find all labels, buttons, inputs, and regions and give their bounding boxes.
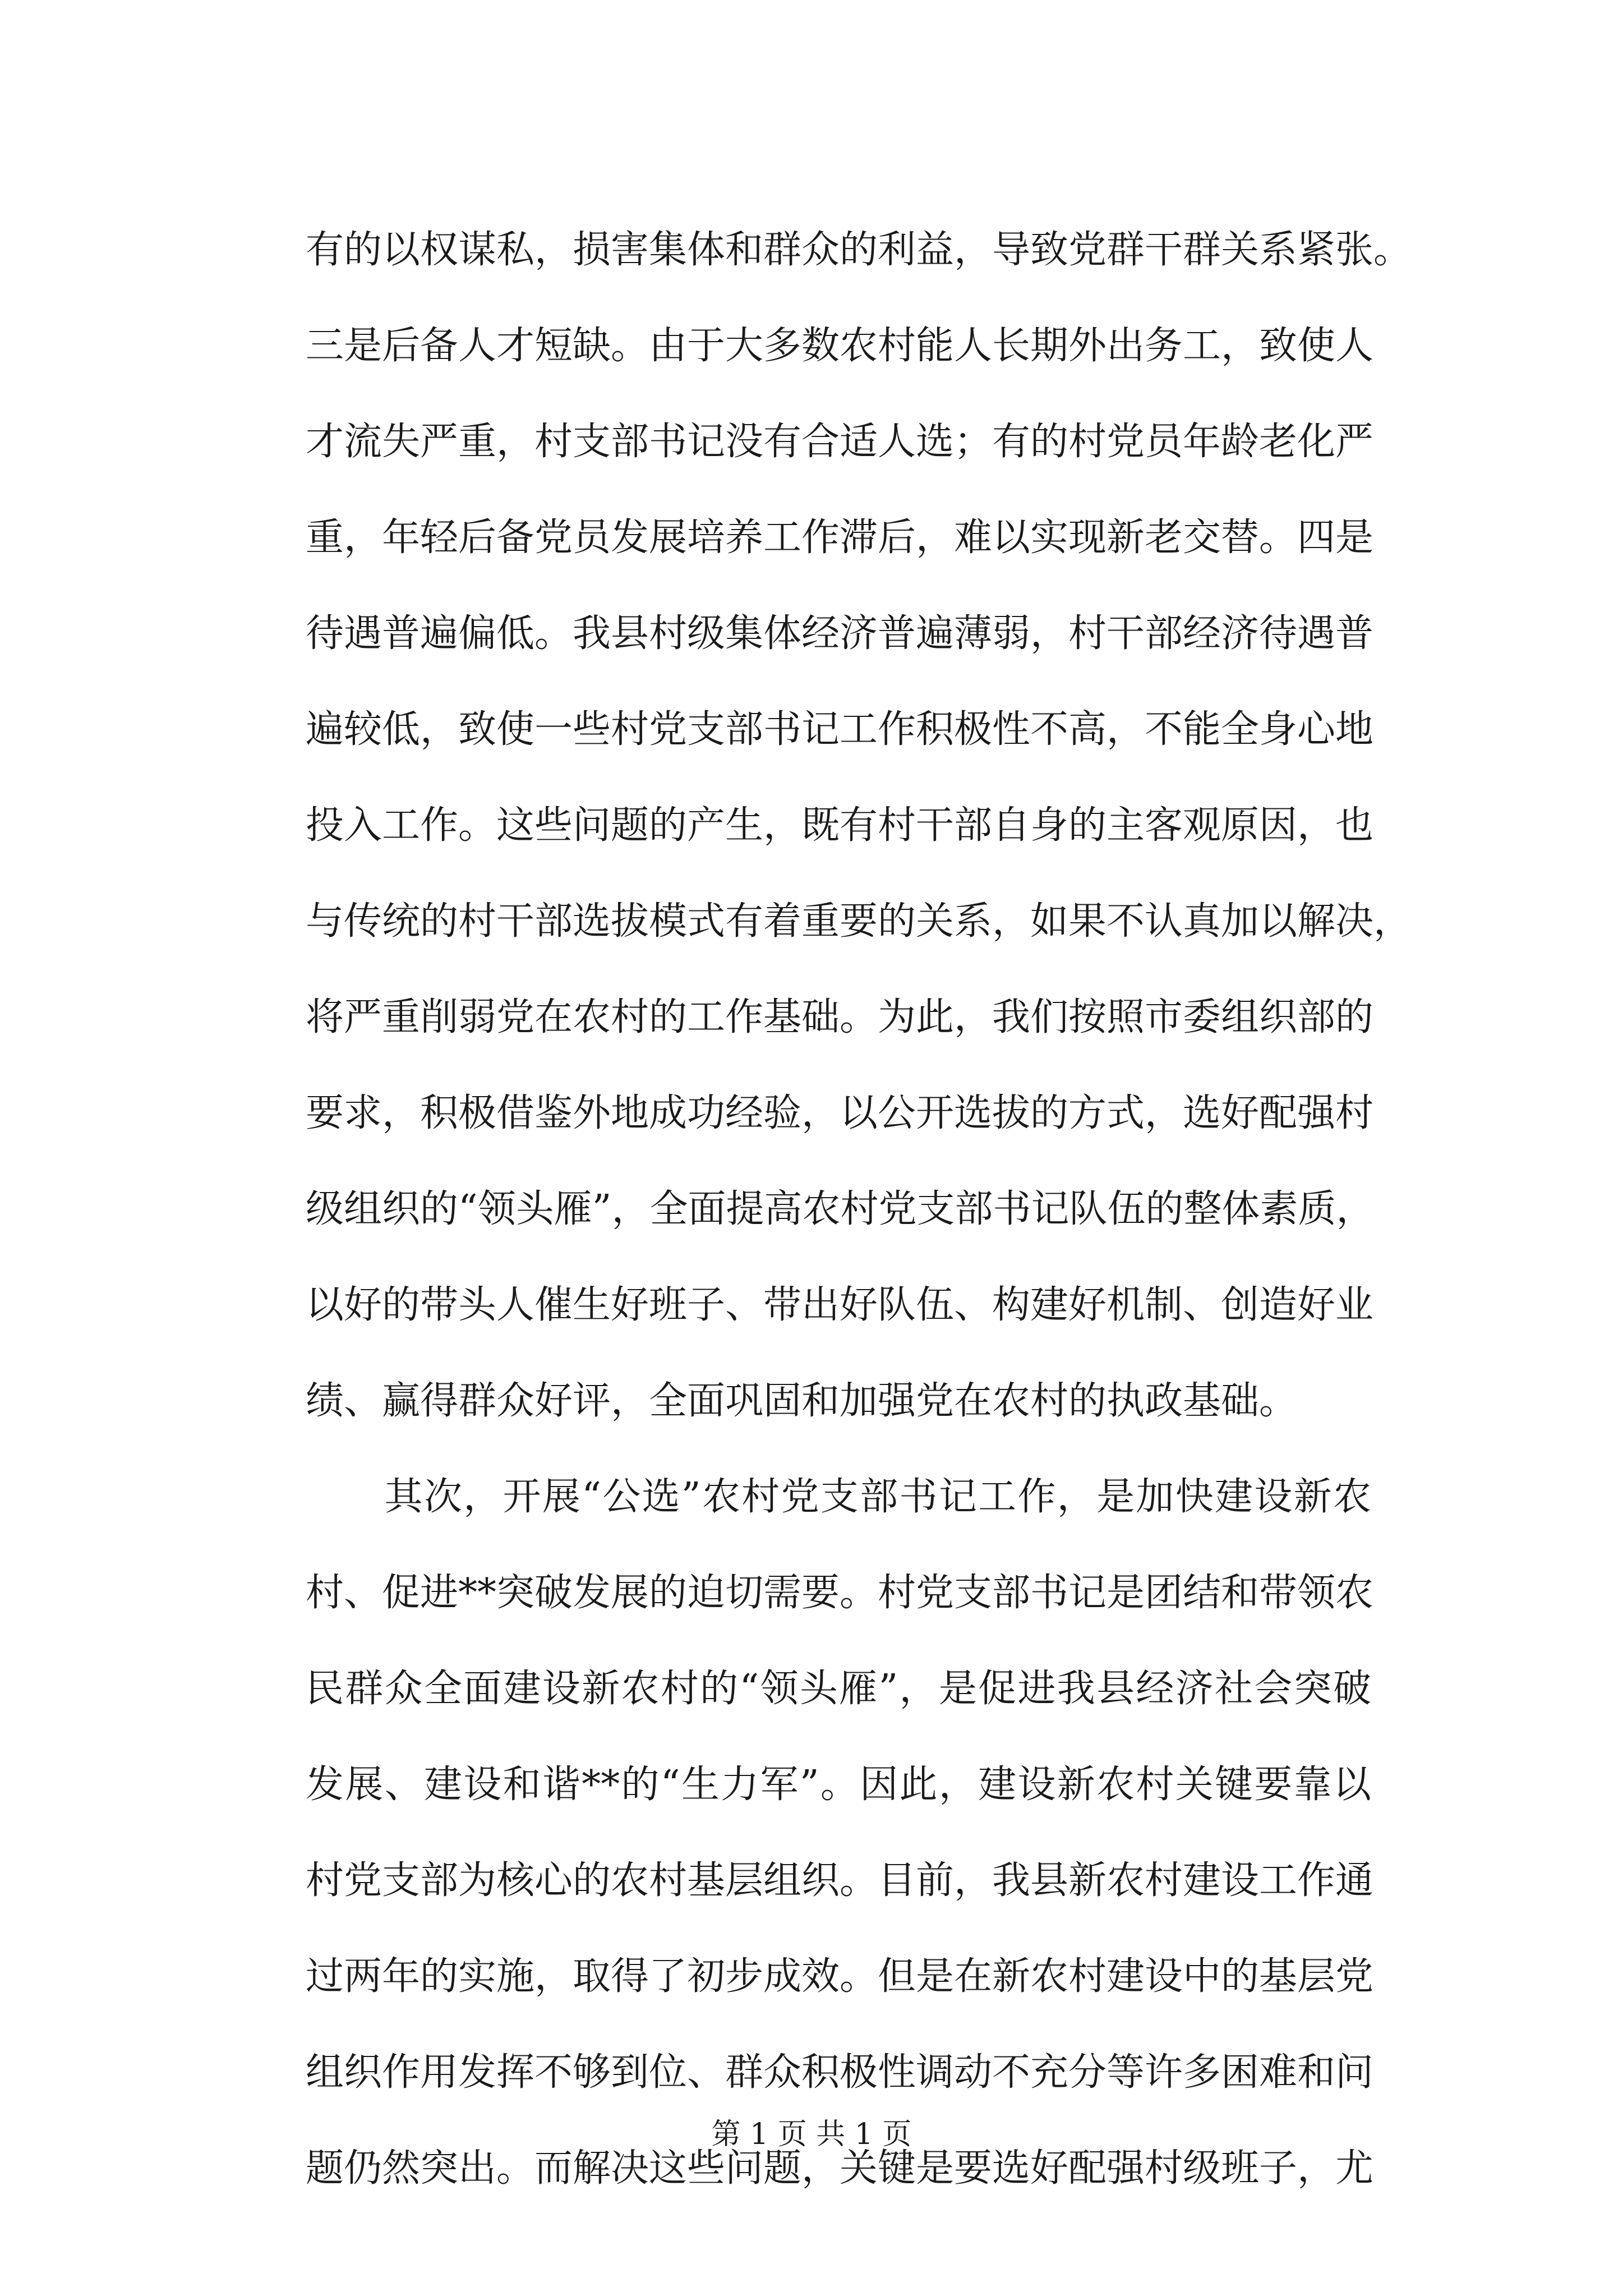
text-line: 级组织的“领头雁”，全面提高农村党支部书记队伍的整体素质，: [306, 1187, 1375, 1231]
text-line: 将严重削弱党在农村的工作基础。为此，我们按照市委组织部的: [306, 995, 1374, 1039]
text-line: 组织作用发挥不够到位、群众积极性调动不充分等许多困难和问: [306, 2050, 1374, 2095]
text-line: 村党支部为核心的农村基层组织。目前，我县新农村建设工作通: [306, 1858, 1374, 1903]
text-line: 三是后备人才短缺。由于大多数农村能人长期外出务工，致使人: [306, 324, 1374, 368]
text-line: 题仍然突出。而解决这些问题，关键是要选好配强村级班子，尤: [306, 2146, 1374, 2191]
text-line: 投入工作。这些问题的产生，既有村干部自身的主客观原因，也: [306, 803, 1374, 848]
text-line: 要求，积极借鉴外地成功经验，以公开选拔的方式，选好配强村: [306, 1091, 1374, 1135]
text-line: 民群众全面建设新农村的“领头雁”，是促进我县经济社会突破: [306, 1667, 1371, 1711]
text-line: 待遇普遍偏低。我县村级集体经济普遍薄弱，村干部经济待遇普: [306, 611, 1374, 656]
text-line: 过两年的实施，取得了初步成效。但是在新农村建设中的基层党: [306, 1954, 1374, 1999]
text-line: 其次，开展“公选”农村党支部书记工作，是加快建设新农: [306, 1475, 1371, 1519]
text-line: 才流失严重，村支部书记没有合适人选；有的村党员年龄老化严: [306, 420, 1374, 464]
text-line: 有的以权谋私，损害集体和群众的利益，导致党群干群关系紧张。: [306, 228, 1412, 272]
text-line: 遍较低，致使一些村党支部书记工作积极性不高，不能全身心地: [306, 707, 1374, 752]
text-line: 村、促进**突破发展的迫切需要。村党支部书记是团结和带领农: [306, 1571, 1374, 1615]
body-text: [306, 202, 1412, 2216]
text-line: 重，年轻后备党员发展培养工作滞后，难以实现新老交替。四是: [306, 516, 1374, 560]
text-line: 与传统的村干部选拔模式有着重要的关系，如果不认真加以解决，: [306, 899, 1412, 944]
text-line: 发展、建设和谐**的“生力军”。因此，建设新农村关键要靠以: [306, 1763, 1371, 1807]
page-footer: 第 1 页 共 1 页: [711, 2118, 912, 2151]
text-line: 以好的带头人催生好班子、带出好队伍、构建好机制、创造好业: [306, 1283, 1374, 1327]
text-line: 绩、赢得群众好评，全面巩固和加强党在农村的执政基础。: [306, 1379, 1298, 1423]
